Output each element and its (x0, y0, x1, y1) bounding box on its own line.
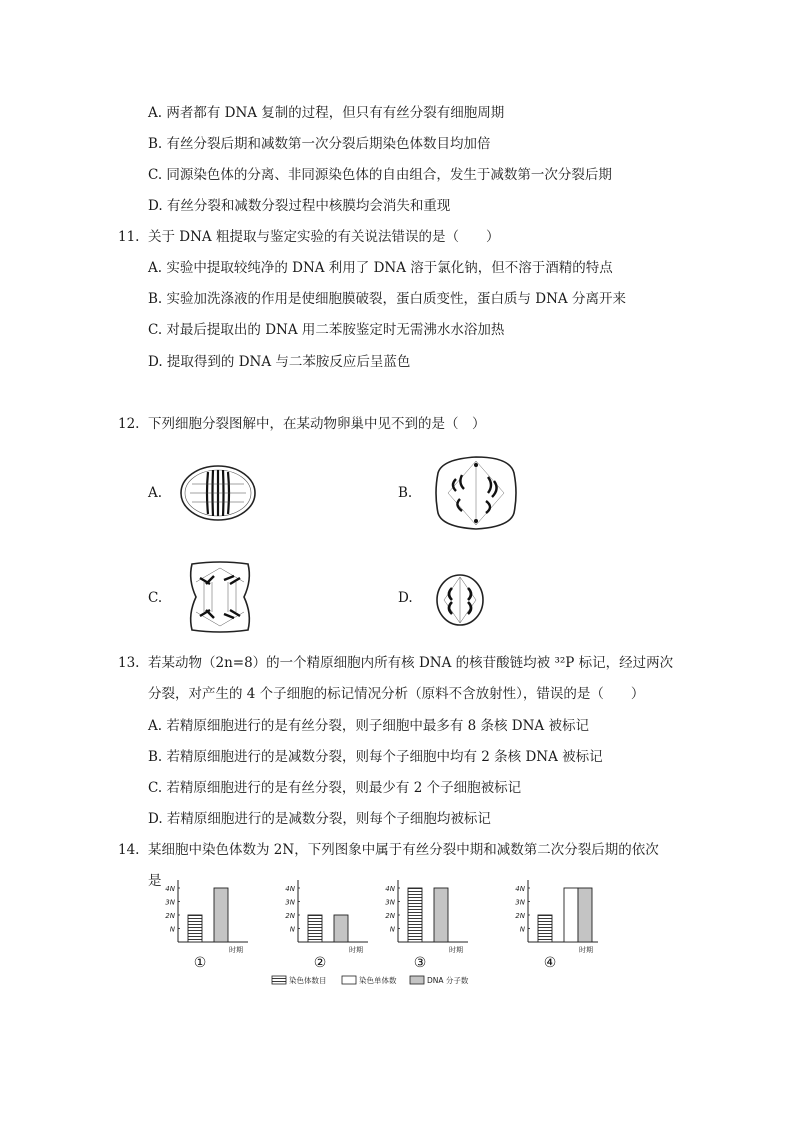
panel-label: ② (313, 955, 327, 971)
cell-diagram-b (428, 453, 524, 533)
chart-panel-2 (285, 880, 368, 971)
bar-3 (408, 888, 422, 942)
q13-number: 13. (118, 655, 140, 671)
y-tick-label: 2N (285, 912, 295, 920)
q14-bar-charts (140, 872, 620, 996)
q11-stem: 关于 DNA 粗提取与鉴定实验的有关说法错误的是（ ） (148, 229, 500, 245)
q11-option-c: C. 对最后提取出的 DNA 用二苯胺鉴定时无需沸水水浴加热 (148, 322, 505, 338)
q11-option-b: B. 实验加洗涤液的作用是使细胞膜破裂，蛋白质变性，蛋白质与 DNA 分离开来 (148, 291, 626, 307)
bar-4 (564, 888, 578, 942)
cell-diagram-a (178, 462, 258, 524)
y-tick-label: 3N (285, 898, 295, 907)
q12-label-a: A. (148, 485, 163, 501)
x-axis-label: 时期 (579, 946, 593, 954)
bar-4 (578, 888, 592, 942)
bar-3 (434, 888, 448, 942)
y-tick-label: 4N (285, 885, 295, 893)
q14-stem-line1: 某细胞中染色体数为 2N，下列图象中属于有丝分裂中期和减数第二次分裂后期的依次 (148, 842, 659, 858)
q13-option-b: B. 若精原细胞进行的是减数分裂，则每个子细胞中均有 2 条核 DNA 被标记 (148, 749, 603, 765)
legend-label: 染色单体数 (359, 976, 397, 985)
x-axis-label: 时期 (449, 946, 463, 954)
q13-stem-line2: 分裂，对产生的 4 个子细胞的标记情况分析（原料不含放射性），错误的是（ ） (148, 686, 645, 702)
q12-label-c: C. (148, 590, 163, 606)
q11-option-d: D. 提取得到的 DNA 与二苯胺反应后呈蓝色 (148, 354, 411, 370)
q13-stem-line1: 若某动物（2n=8）的一个精原细胞内所有核 DNA 的核苷酸链均被 ³²P 标记，经过两次 (148, 655, 674, 671)
q11-option-a: A. 实验中提取较纯净的 DNA 利用了 DNA 溶于氯化钠，但不溶于酒精的特点 (148, 260, 613, 276)
q10-option-a: A. 两者都有 DNA 复制的过程，但只有有丝分裂有细胞周期 (148, 105, 505, 121)
bar-1 (188, 915, 202, 942)
legend-swatch (342, 976, 356, 984)
bar-2 (308, 915, 322, 942)
q10-option-c: C. 同源染色体的分离、非同源染色体的自由组合，发生于减数第一次分裂后期 (148, 167, 612, 183)
y-tick-label: 2N (515, 912, 525, 920)
chart-panel-1 (165, 880, 248, 971)
q10-option-d: D. 有丝分裂和减数分裂过程中核膜均会消失和重现 (148, 198, 451, 214)
legend-label: 染色体数目 (289, 976, 327, 985)
q10-option-b: B. 有丝分裂后期和减数第一次分裂后期染色体数目均加倍 (148, 136, 491, 152)
y-tick-label: N (289, 925, 295, 934)
q12-number: 12. (118, 416, 140, 432)
y-tick-label: 2N (165, 912, 175, 920)
y-tick-label: 4N (165, 885, 175, 893)
cell-diagram-c (182, 558, 258, 636)
panel-label: ① (193, 955, 207, 971)
q12-label-d: D. (398, 590, 413, 606)
chart-panel-4 (515, 880, 598, 971)
q13-option-a: A. 若精原细胞进行的是有丝分裂，则子细胞中最多有 8 条核 DNA 被标记 (148, 718, 589, 734)
x-axis-label: 时期 (229, 946, 243, 954)
legend-swatch (410, 976, 424, 984)
cell-diagram-d (434, 572, 486, 628)
bar-1 (214, 888, 228, 942)
panel-label: ③ (413, 955, 427, 971)
y-tick-label: 4N (515, 885, 525, 893)
y-tick-label: N (519, 925, 525, 934)
y-tick-label: 3N (385, 898, 395, 907)
q14-stem-line2: 是 (148, 873, 162, 889)
y-tick-label: 4N (385, 885, 395, 893)
q11-number: 11. (118, 229, 140, 245)
q14-number: 14. (118, 842, 140, 858)
q12-stem: 下列细胞分裂图解中，在某动物卵巢中见不到的是（ ） (148, 416, 486, 432)
chart-panel-3 (385, 880, 468, 971)
legend-swatch (272, 976, 286, 984)
q13-option-d: D. 若精原细胞进行的是减数分裂，则每个子细胞均被标记 (148, 811, 491, 827)
q12-label-b: B. (398, 485, 413, 501)
legend-label: DNA 分子数 (427, 976, 469, 985)
y-tick-label: 3N (515, 898, 525, 907)
y-tick-label: 2N (385, 912, 395, 920)
y-tick-label: N (169, 925, 175, 934)
y-tick-label: 3N (165, 898, 175, 907)
bar-2 (334, 915, 348, 942)
panel-label: ④ (543, 955, 557, 971)
bar-4 (538, 915, 552, 942)
q13-option-c: C. 若精原细胞进行的是有丝分裂，则最少有 2 个子细胞被标记 (148, 780, 522, 796)
x-axis-label: 时期 (349, 946, 363, 954)
y-tick-label: N (389, 925, 395, 934)
